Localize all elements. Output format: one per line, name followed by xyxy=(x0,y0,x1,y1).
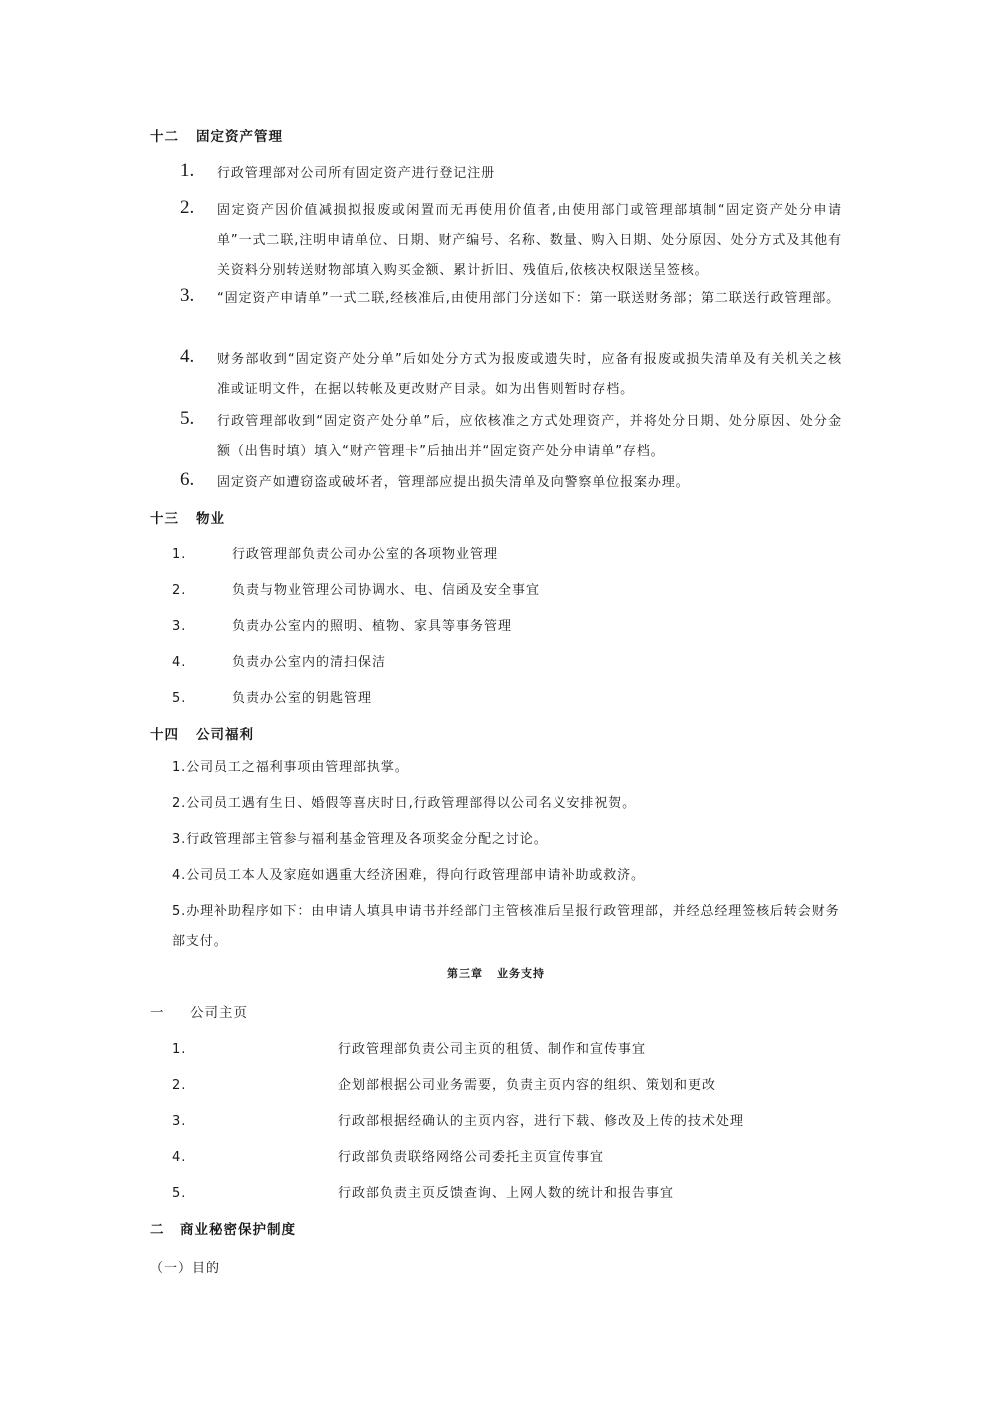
section-number: 二 xyxy=(150,1222,165,1238)
chapter-label: 第三章 xyxy=(447,967,483,980)
item-number: 5. xyxy=(180,408,195,429)
subsection-heading: （一）目的 xyxy=(150,1261,221,1276)
list-item: 4.公司员工本人及家庭如遇重大经济困难，得向行政管理部申请补助或救济。 xyxy=(172,868,645,883)
item-text: 行政管理部对公司所有固定资产进行登记注册 xyxy=(217,166,496,181)
section-13-heading xyxy=(150,507,225,527)
item-number: 5. xyxy=(172,691,187,706)
item-number: 3. xyxy=(172,619,187,634)
section-number: 十二 xyxy=(150,129,179,145)
section-12-heading xyxy=(150,125,283,145)
item-text: 行政管理部负责公司办公室的各项物业管理 xyxy=(232,547,499,562)
item-text: 企划部根据公司业务需要，负责主页内容的组织、策划和更改 xyxy=(338,1078,717,1093)
item-number: 5. xyxy=(172,1186,187,1201)
section-title: 物业 xyxy=(196,511,225,527)
section-number: 十四 xyxy=(150,727,179,743)
list-item xyxy=(172,897,844,957)
item-text: 行政管理部收到“固定资产处分单”后，应依核准之方式处理资产，并将处分日期、处分原因、处分金额（出售时填）填入“财产管理卡”后抽出并“固定资产处分申请单”存档。 xyxy=(217,414,842,459)
section-number: 十三 xyxy=(150,511,179,527)
item-number: 1. xyxy=(180,160,195,181)
item-text: 负责办公室内的照明、植物、家具等事务管理 xyxy=(232,619,513,634)
item-text: 负责办公室内的清扫保洁 xyxy=(232,655,387,670)
item-number: 3. xyxy=(180,285,195,306)
item-text: 行政部根据经确认的主页内容，进行下载、修改及上传的技术处理 xyxy=(338,1114,745,1129)
item-number: 4. xyxy=(180,346,195,367)
item-number: 4. xyxy=(172,1150,187,1165)
chapter-heading xyxy=(0,965,992,981)
list-item xyxy=(172,687,372,706)
item-text: 固定资产因价值减损拟报废或闲置而无再使用价值者,由使用部门或管理部填制“固定资产处分申请单”一式二联,注明申请单位、日期、财产编号、名称、数量、购入日期、处分原因、处分方式及其他有关资料分别转送财物部填入购买金额、累计折旧、残值后,依核决权限送呈签核。 xyxy=(217,203,842,278)
chapter-title: 业务支持 xyxy=(497,967,545,980)
item-text: 财务部收到“固定资产处分单”后如处分方式为报废或遗失时，应备有报废或损失清单及有关机关之核准或证明文件，在据以转帐及更改财产目录。如为出售则暂时存档。 xyxy=(217,352,842,397)
list-item: 3.行政管理部主管参与福利基金管理及各项奖金分配之讨论。 xyxy=(172,832,548,847)
item-number: 4. xyxy=(172,655,187,670)
item-number: 2. xyxy=(172,583,187,598)
item-number: 1. xyxy=(172,547,187,562)
section-title: 固定资产管理 xyxy=(196,129,283,145)
list-item xyxy=(172,543,498,562)
item-number: 3. xyxy=(172,1114,187,1129)
list-item xyxy=(172,615,512,634)
item-text: 固定资产如遭窃盗或破坏者，管理部应提出损失清单及向警察单位报案办理。 xyxy=(217,475,690,490)
section-title: 公司福利 xyxy=(196,727,254,743)
list-item xyxy=(172,1038,646,1057)
item-text: 5.办理补助程序如下：由申请人填具申请书并经部门主管核准后呈报行政管理部，并经总经理签核后转会财务部支付。 xyxy=(172,904,840,949)
item-text: 行政部负责主页反馈查询、上网人数的统计和报告事宜 xyxy=(338,1186,675,1201)
item-number: 1. xyxy=(172,1042,187,1057)
item-text: “固定资产申请单”一式二联,经核准后,由使用部门分送如下：第一联送财务部；第二联送行政管理部。 xyxy=(217,291,841,306)
section-title: 公司主页 xyxy=(190,1005,248,1021)
list-item: 2.公司员工遇有生日、婚假等喜庆时日,行政管理部得以公司名义安排祝贺。 xyxy=(172,796,637,811)
list-item xyxy=(172,1110,744,1129)
item-number: 6. xyxy=(180,469,195,490)
list-item xyxy=(172,651,386,670)
section-1-heading xyxy=(150,1001,248,1021)
item-number: 2. xyxy=(172,1078,187,1093)
section-title: 商业秘密保护制度 xyxy=(180,1222,296,1238)
section-2-heading xyxy=(150,1218,296,1238)
item-number: 2. xyxy=(180,197,195,218)
section-14-heading xyxy=(150,723,254,743)
list-item: 1.公司员工之福利事项由管理部执掌。 xyxy=(172,760,409,775)
list-item xyxy=(172,579,540,598)
list-item xyxy=(172,1074,716,1093)
item-text: 负责与物业管理公司协调水、电、信函及安全事宜 xyxy=(232,583,541,598)
list-item xyxy=(172,1182,674,1201)
item-text: 行政部负责联络网络公司委托主页宣传事宜 xyxy=(338,1150,605,1165)
item-text: 行政管理部负责公司主页的租赁、制作和宣传事宜 xyxy=(338,1042,647,1057)
section-number: 一 xyxy=(150,1005,165,1021)
item-text: 负责办公室的钥匙管理 xyxy=(232,691,373,706)
list-item xyxy=(172,1146,604,1165)
